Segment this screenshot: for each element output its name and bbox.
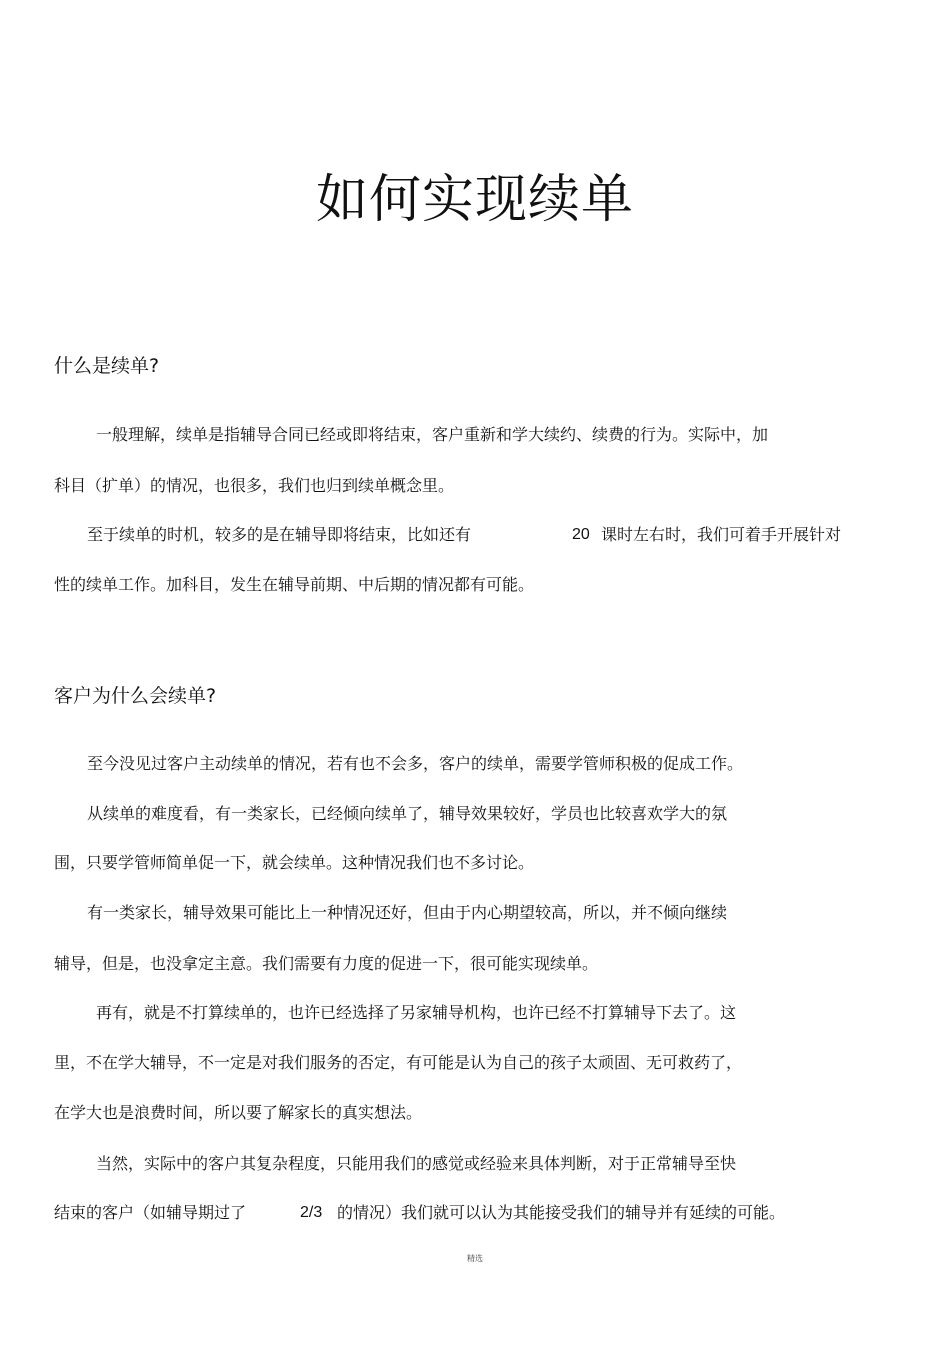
- paragraph-line: 当然，实际中的客户其复杂程度，只能用我们的感觉或经验来具体判断，对于正常辅导至快: [96, 1154, 737, 1173]
- section-heading-why-renew: 客户为什么会续单?: [54, 685, 217, 707]
- paragraph-line: 至于续单的时机，较多的是在辅导即将结束，比如还有: [87, 525, 472, 544]
- paragraph-line: 性的续单工作。加科目，发生在辅导前期、中后期的情况都有可能。: [54, 575, 535, 594]
- paragraph-line: 里，不在学大辅导，不一定是对我们服务的否定，有可能是认为自己的孩子太顽固、无可救药了，: [54, 1053, 743, 1072]
- document-title: 如何实现续单: [315, 170, 634, 230]
- paragraph-line: 围，只要学管师简单促一下，就会续单。这种情况我们也不多讨论。: [54, 853, 535, 872]
- paragraph-line: 课时左右时，我们可着手开展针对: [601, 525, 842, 544]
- paragraph-line: 科目（扩单）的情况，也很多，我们也归到续单概念里。: [54, 476, 455, 495]
- paragraph-line: 的情况）我们就可以认为其能接受我们的辅导并有延续的可能。: [337, 1203, 786, 1222]
- paragraph-line: 至今没见过客户主动续单的情况，若有也不会多，客户的续单，需要学管师积极的促成工作。: [87, 754, 744, 773]
- page-footer: 精选: [467, 1254, 483, 1263]
- paragraph-line: 结束的客户（如辅导期过了: [54, 1203, 247, 1222]
- paragraph-number: 2/3: [300, 1204, 323, 1221]
- paragraph-line: 辅导，但是，也没拿定主意。我们需要有力度的促进一下，很可能实现续单。: [54, 954, 599, 973]
- paragraph-line: 再有，就是不打算续单的，也许已经选择了另家辅导机构，也许已经不打算辅导下去了。这: [96, 1003, 737, 1022]
- paragraph-line: 从续单的难度看，有一类家长，已经倾向续单了，辅导效果较好，学员也比较喜欢学大的氛: [87, 804, 728, 823]
- paragraph-line: 一般理解，续单是指辅导合同已经或即将结束，客户重新和学大续约、续费的行为。实际中，加: [96, 425, 769, 444]
- paragraph-line: 有一类家长，辅导效果可能比上一种情况还好，但由于内心期望较高，所以，并不倾向继续: [87, 903, 728, 922]
- section-heading-what-is-renewal: 什么是续单?: [54, 355, 160, 377]
- paragraph-number: 20: [572, 526, 590, 543]
- paragraph-line: 在学大也是浪费时间，所以要了解家长的真实想法。: [54, 1103, 423, 1122]
